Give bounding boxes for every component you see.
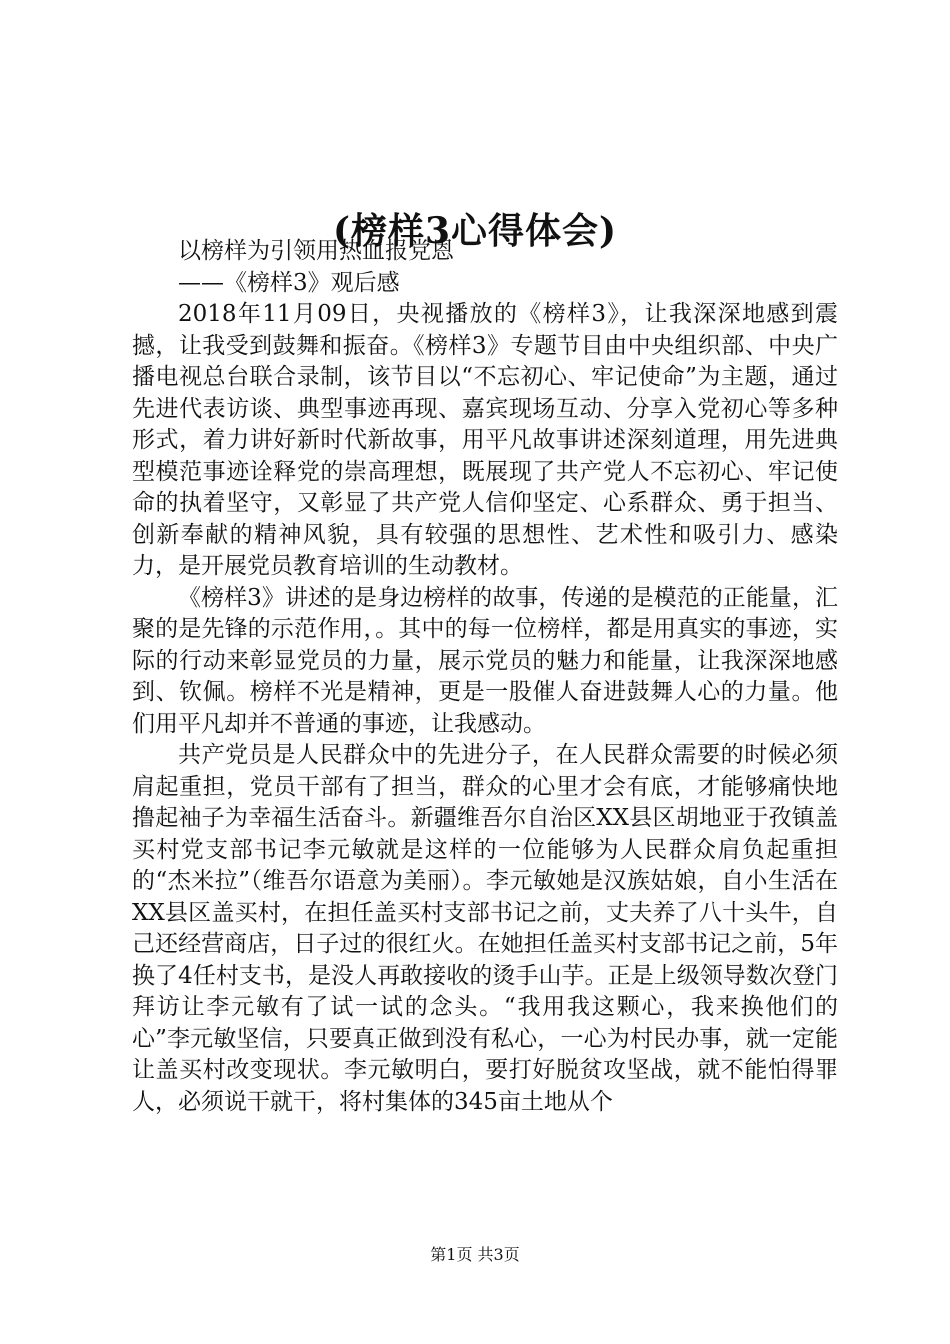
paragraph-3: 共产党员是人民群众中的先进分子，在人民群众需要的时候必须肩起重担，党员干部有了担当，群众的心里才会有底，才能够痛快地撸起袖子为幸福生活奋斗。新疆维吾尔自治区XX县区胡地亚于孜镇盖买村党支部书记李元敏就是这样的一位能够为人民群众肩负起重担的“杰米拉”（维吾尔语意为美丽）。李元敏她是汉族姑娘，自小生活在XX县区盖买村，在担任盖买村支部书记之前，丈夫养了八十头牛，自己还经营商店，日子过的很红火。在她担任盖买村支部书记之前，5年换了4任村支书，是没人再敢接收的烫手山芋。正是上级领导数次登门拜访让李元敏有了试一试的念头。“我用我这颗心，我来换他们的心”李元敏坚信，只要真正做到没有私心，一心为村民办事，就一定能让盖买村改变现状。李元敏明白，要打好脱贫攻坚战，就不能怕得罪人，必须说干就干，将村集体的345亩土地从个 (132, 742, 838, 1115)
subtitle: 以榜样为引领用热血报党恩 (178, 238, 454, 264)
document-body (132, 236, 838, 1118)
document-title: (榜样3心得体会) (332, 210, 618, 253)
page-footer: 第1页 共3页 (430, 1245, 520, 1264)
paragraph-1: 2018年11月09日，央视播放的《榜样3》，让我深深地感到震撼，让我受到鼓舞和振奋。《榜样3》专题节目由中央组织部、中央广播电视总台联合录制，该节目以“不忘初心、牢记使命”为主题，通过先进代表访谈、典型事迹再现、嘉宾现场互动、分享入党初心等多种形式，着力讲好新时代新故事，用平凡故事讲述深刻道理，用先进典型模范事迹诠释党的崇高理想，既展现了共产党人不忘初心、牢记使命的执着坚守，又彰显了共产党人信仰坚定、心系群众、勇于担当、创新奉献的精神风貌，具有较强的思想性、艺术性和吸引力、感染力，是开展党员教育培训的生动教材。 (132, 301, 838, 579)
subtitle-dash: ——《榜样3》观后感 (178, 269, 400, 296)
paragraph-2: 《榜样3》讲述的是身边榜样的故事，传递的是模范的正能量，汇聚的是先锋的示范作用，。其中的每一位榜样，都是用真实的事迹，实际的行动来彰显党员的力量，展示党员的魅力和能量，让我深深地感到、钦佩。榜样不光是精神，更是一股催人奋进鼓舞人心的力量。他们用平凡却并不普通的事迹，让我感动。 (132, 584, 838, 737)
